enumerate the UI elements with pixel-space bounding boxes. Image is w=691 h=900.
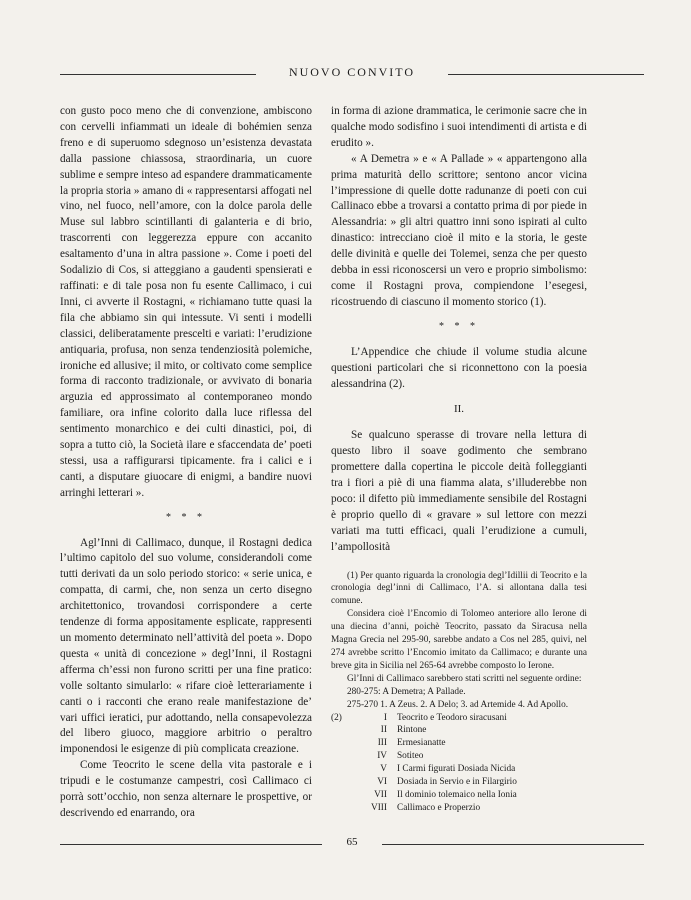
list-item: III Ermesianatte: [377, 738, 446, 749]
page-footer: [60, 836, 644, 856]
journal-title: NUOVO CONVITO: [288, 65, 416, 79]
footnote-5: 275-270 1. A Zeus. 2. A Delo; 3. ad Artemide 4. Ad Apollo.: [347, 699, 569, 710]
list-item: V I Carmi figurati Dosiada Nicida: [380, 764, 516, 775]
list-item: II Rintone: [380, 725, 427, 736]
footnotes: [331, 570, 587, 815]
left-paragraph-1: con gusto poco meno che di convenzione, ambiscono con cervelli infiammati un ideale di bohémien senza freno e di superuomo sdegnoso un’esistenza devastata dalla passione chiassosa, straordinaria, un cuore sublime e sempre inteso ad espandere drammaticamente la propria storia » amano di « rappresentarsi affogati nel vino, nel fuoco, nell’amore, con la dolce parola delle Muse sul labbro scintillanti di galanteria e di brio, trascorrenti con leggerezza eppure con accanito esaltamento d’una in altra passione ». Come i poeti del Sodalizio di Cos, si atteggiano a gaudenti spensierati e raffinati: e di tale posa non fu esente Callimaco, i cui Inni, ci avverte il Rostagni, « richiamano tutte quasi la fila che abbiamo sin qui intessute. Vi senti i modelli classici, deliberatamente prescelti e variati: l’erudizione antiquaria, profusa, non senza tendenziosità polemiche, ironiche ed allusive; il mito, or coltivato come semplice forma di racconto tradizionale, or avvivato di bonaria arguzia ed approssimato al contemporaneo mondo familiare, ora infine colorito dalla luce riflessa del sentimento monarchico e dei culti dinastici, poi, di sopra a tutto ciò, la Società ilare e sfaccendata de’ poeti stessi, usa a raffigurarsi tipicamente. fra i calici e i canti, a disputare giuocare di enigmi, a bandire nuovi arringhi letterari ».: [60, 105, 312, 499]
right-paragraph-3: L’Appendice che chiude il volume studia alcune questioni particolari che si riconnettono con la poesia alessandrina (2).: [331, 345, 587, 390]
footer-rule-left: [60, 844, 322, 845]
list-item: IV Sotiteo: [377, 751, 424, 762]
left-column: [60, 104, 312, 822]
page-number: 65: [346, 836, 358, 848]
right-column: [331, 104, 587, 815]
section-number: II.: [453, 403, 465, 416]
left-paragraph-2: Agl’Inni di Callimaco, dunque, il Rostagni dedica l’ultimo capitolo del suo volume, considerandoli come tutti derivati da un solo periodo storico: « serie unica, e compatta, di carmi, che, non senza un certo disegno architettonico, trovandosi corrispondere a certe tendenze di forma appositamente esplicate, rappresenti un momento determinato nell’attività del poeta ». Dopo questa « unità di concezione » degl’Inni, il Rostagni afferma ch’essi non furono scritti per una fine pratico: volle soltanto simularlo: « rifare cioè letterariamente i canti o i racconti che erano reale manifestazione de’ vari uffici ieratici, pur adottando, nella consapevolezza del libero giuoco, maggiore arbitrio o peraltro imponendosi le esigenze di più complicata creazione.: [60, 536, 312, 756]
section-stars-right: * * *: [439, 320, 479, 332]
footnote-3: Gl’Inni di Callimaco sarebbero stati scritti nel seguente ordine:: [347, 673, 582, 684]
right-paragraph-4: Se qualcuno sperasse di trovare nella lettura di questo libro il soave godimento che sembrano promettere dalla copertina le piccole deità folleggianti tra i fiori a piè di una fiamma alata, s’illuderebbe non poco: il difetto più immediamente sensibile del Rostagni è proprio quello di « gravare » sul lettore con mezzi variati ma tutti efficaci, quali l’erudizione a cumuli, l’ampollosità: [331, 429, 587, 553]
header-rule-left: [60, 74, 256, 75]
list-item: VIII Callimaco e Properzio: [370, 802, 481, 813]
list-item: (2) I Teocrito e Teodoro siracusani: [331, 712, 507, 723]
right-paragraph-1: in forma di azione drammatica, le cerimonie sacre che in qualche modo sodisfino i suoi intendimenti di artista e di erudito ».: [331, 105, 587, 149]
section-stars: * * *: [166, 511, 206, 523]
list-item: VI Dosiada in Servio e in Filargirio: [377, 777, 517, 788]
header-rule-right: [448, 74, 644, 75]
appendix-list: [331, 712, 587, 815]
list-item: VII Il dominio tolemaico nella Ionia: [374, 789, 517, 800]
right-paragraph-2: « A Demetra » e « A Pallade » « appartengono alla prima maturità dello scrittore; sentono ancor vicina l’impressione di quelle dotte radunanze di poeti con cui Callinaco ebbe a trovarsi a contatto prima di por piede in Alessandria: » gli altri quattro inni sono ispirati al culto dinastico: intrecciano cioè il mito e la storia, le geste delle divinità e quelle dei Tolemei, senza che per questo debba in essi riconoscersi un vero e proprio simbolismo: come il Rostagni prova, compiendone l’esegesi, ricostruendo di ciascuno il momento storico (1).: [331, 152, 587, 308]
footnote-1: (1) Per quanto riguarda la cronologia degl’Idillii di Teocrito e la cronologia degl’inni di Callimaco, l’A. si allontana dalla tesi comune.: [331, 570, 587, 607]
running-header: [60, 62, 644, 86]
left-paragraph-3: Come Teocrito le scene della vita pastorale e i tripudi e le costumanze campestri, così Callimaco ci porrà sott’occhio, non senza alternare le prospettive, or descrivendo ed enarrando, ora: [60, 759, 312, 819]
footer-rule-right: [382, 844, 644, 845]
footnote-2: Considera cioè l’Encomio di Tolomeo anteriore allo Ierone di una diecina d’anni, poichè Teocrito, passato da Siracusa nella Magna Grecia nel 295-90, sarebbe andato a Cos nel 285, quivi, nel 274 avrebbe scritto l’Encomio imitato da Callimaco; e durante una breve gita in Sicilia nel 265-64 avrebbe composto lo Ierone.: [331, 609, 587, 671]
footnote-4: 280-275: A Demetra; A Pallade.: [347, 686, 466, 697]
